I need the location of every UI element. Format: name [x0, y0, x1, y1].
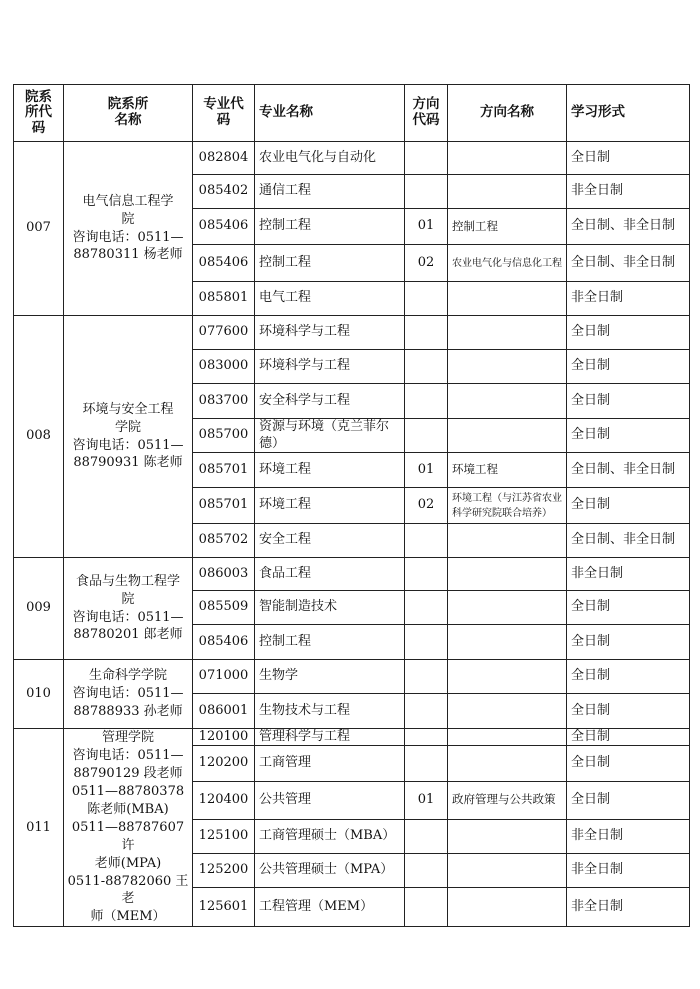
direction-code — [405, 853, 448, 887]
major-name: 智能制造技术 — [255, 591, 405, 625]
study-mode: 全日制 — [567, 729, 690, 746]
dept-code: 007 — [14, 142, 64, 316]
header-major-name: 专业名称 — [255, 85, 405, 142]
major-name: 通信工程 — [255, 175, 405, 209]
direction-name — [448, 316, 567, 350]
dept-name-line: 环境与安全工程 — [82, 401, 174, 417]
direction-code — [405, 558, 448, 591]
major-name: 公共管理 — [255, 781, 405, 819]
direction-code — [405, 625, 448, 660]
study-mode: 全日制、非全日制 — [567, 209, 690, 245]
dept-name-line: 学院 — [114, 419, 141, 435]
dept-name-line: 0511-88782060 王老 — [67, 873, 189, 907]
study-mode: 全日制 — [567, 316, 690, 350]
major-name: 生物学 — [255, 660, 405, 694]
direction-code — [405, 316, 448, 350]
dept-name-line: 电气信息工程学 — [82, 193, 174, 209]
major-name: 公共管理硕士（MPA） — [255, 853, 405, 887]
major-code: 085509 — [193, 591, 255, 625]
major-code: 085406 — [193, 245, 255, 282]
dept-name — [64, 729, 193, 927]
major-name: 电气工程 — [255, 282, 405, 316]
direction-code: 01 — [405, 209, 448, 245]
direction-name — [448, 888, 567, 927]
major-code: 085701 — [193, 488, 255, 524]
major-code: 120200 — [193, 746, 255, 781]
major-code: 082804 — [193, 142, 255, 175]
direction-code — [405, 142, 448, 175]
study-mode: 全日制 — [567, 384, 690, 419]
direction-code: 01 — [405, 781, 448, 819]
study-mode: 全日制 — [567, 488, 690, 524]
major-name: 环境科学与工程 — [255, 316, 405, 350]
dept-name-line: 咨询电话：0511— — [72, 437, 184, 453]
direction-name — [448, 591, 567, 625]
dept-name — [64, 316, 193, 558]
direction-name — [448, 660, 567, 694]
major-name: 工程管理（MEM） — [255, 888, 405, 927]
major-code: 085801 — [193, 282, 255, 316]
direction-code — [405, 819, 448, 853]
study-mode: 非全日制 — [567, 558, 690, 591]
direction-name — [448, 282, 567, 316]
major-name: 安全工程 — [255, 524, 405, 558]
major-code: 120400 — [193, 781, 255, 819]
dept-code: 011 — [14, 729, 64, 927]
major-code: 085406 — [193, 625, 255, 660]
table-row — [14, 316, 690, 350]
major-name: 控制工程 — [255, 209, 405, 245]
study-mode: 非全日制 — [567, 282, 690, 316]
study-mode: 全日制 — [567, 419, 690, 453]
dept-name-line: 88780201 郎老师 — [73, 627, 183, 643]
dept-name-line: 陈老师(MBA) — [87, 801, 169, 817]
study-mode: 全日制 — [567, 781, 690, 819]
major-code: 125601 — [193, 888, 255, 927]
direction-code — [405, 524, 448, 558]
direction-name — [448, 350, 567, 384]
study-mode: 全日制 — [567, 142, 690, 175]
major-name: 工商管理硕士（MBA） — [255, 819, 405, 853]
major-name: 生物技术与工程 — [255, 694, 405, 729]
direction-name — [448, 384, 567, 419]
direction-name — [448, 694, 567, 729]
study-mode: 全日制、非全日制 — [567, 524, 690, 558]
direction-name: 环境工程 — [448, 453, 567, 488]
direction-name — [448, 558, 567, 591]
study-mode: 非全日制 — [567, 819, 690, 853]
dept-name-line: 咨询电话：0511— — [72, 229, 184, 245]
major-code: 125200 — [193, 853, 255, 887]
direction-code — [405, 660, 448, 694]
direction-code — [405, 384, 448, 419]
direction-name: 农业电气化与信息化工程 — [448, 245, 567, 282]
major-name: 控制工程 — [255, 625, 405, 660]
header-dept-name: 院系所 名称 — [64, 85, 193, 142]
dept-code: 009 — [14, 558, 64, 660]
major-code: 085702 — [193, 524, 255, 558]
table-row — [14, 729, 690, 746]
dept-name-line: 0511—88787607 许 — [71, 819, 185, 853]
direction-name — [448, 524, 567, 558]
table-row — [14, 142, 690, 175]
direction-name — [448, 729, 567, 746]
major-code: 083700 — [193, 384, 255, 419]
major-name: 资源与环境（克兰菲尔德） — [255, 419, 405, 453]
dept-name — [64, 558, 193, 660]
dept-name-line: 88780311 杨老师 — [73, 247, 183, 263]
dept-name-line: 咨询电话：0511— — [72, 686, 184, 702]
table-body — [14, 142, 690, 927]
dept-name-line: 88790931 陈老师 — [73, 455, 183, 471]
dept-name-line: 生命科学学院 — [88, 668, 167, 684]
study-mode: 全日制 — [567, 350, 690, 384]
dept-name-line: 88790129 段老师 — [73, 765, 183, 781]
major-code: 125100 — [193, 819, 255, 853]
direction-name — [448, 175, 567, 209]
major-name: 环境科学与工程 — [255, 350, 405, 384]
major-code: 077600 — [193, 316, 255, 350]
direction-code — [405, 282, 448, 316]
major-code: 086003 — [193, 558, 255, 591]
table-row — [14, 660, 690, 694]
major-name: 安全科学与工程 — [255, 384, 405, 419]
header-study-mode: 学习形式 — [567, 85, 690, 142]
major-code: 085406 — [193, 209, 255, 245]
header-dept-code: 院系 所代 码 — [14, 85, 64, 142]
direction-name: 控制工程 — [448, 209, 567, 245]
header-dir-code: 方向 代码 — [405, 85, 448, 142]
dept-name-line: 院 — [121, 211, 135, 227]
study-mode: 全日制 — [567, 694, 690, 729]
major-code: 086001 — [193, 694, 255, 729]
table-row — [14, 558, 690, 591]
major-code: 071000 — [193, 660, 255, 694]
direction-code — [405, 175, 448, 209]
major-code: 120100 — [193, 729, 255, 746]
dept-name-line: 88788933 孙老师 — [73, 703, 183, 719]
direction-code — [405, 729, 448, 746]
study-mode: 非全日制 — [567, 175, 690, 209]
major-name: 环境工程 — [255, 488, 405, 524]
dept-name-line: 0511—88780378 — [71, 783, 185, 799]
study-mode: 全日制、非全日制 — [567, 453, 690, 488]
header-major-code: 专业代 码 — [193, 85, 255, 142]
direction-code: 02 — [405, 245, 448, 282]
direction-name — [448, 419, 567, 453]
dept-name-line: 老师(MPA) — [94, 855, 162, 871]
direction-code — [405, 591, 448, 625]
header-row — [14, 85, 690, 142]
dept-name-line: 咨询电话：0511— — [72, 747, 184, 763]
dept-name-line: 院 — [121, 591, 135, 607]
major-name: 工商管理 — [255, 746, 405, 781]
direction-code — [405, 350, 448, 384]
major-code: 083000 — [193, 350, 255, 384]
direction-code — [405, 694, 448, 729]
dept-code: 010 — [14, 660, 64, 729]
major-name: 食品工程 — [255, 558, 405, 591]
direction-code — [405, 419, 448, 453]
major-name: 环境工程 — [255, 453, 405, 488]
direction-name — [448, 625, 567, 660]
study-mode: 全日制 — [567, 625, 690, 660]
study-mode: 全日制 — [567, 746, 690, 781]
dept-name-line: 管理学院 — [101, 730, 154, 745]
header-dir-name: 方向名称 — [448, 85, 567, 142]
program-table — [13, 84, 690, 927]
direction-code — [405, 888, 448, 927]
direction-code — [405, 746, 448, 781]
study-mode: 全日制、非全日制 — [567, 245, 690, 282]
study-mode: 全日制 — [567, 591, 690, 625]
major-code: 085700 — [193, 419, 255, 453]
direction-name: 政府管理与公共政策 — [448, 781, 567, 819]
major-code: 085701 — [193, 453, 255, 488]
study-mode: 非全日制 — [567, 888, 690, 927]
major-code: 085402 — [193, 175, 255, 209]
direction-name: 环境工程（与江苏省农业科学研究院联合培养） — [448, 488, 567, 524]
direction-code: 01 — [405, 453, 448, 488]
major-name: 控制工程 — [255, 245, 405, 282]
dept-name-line: 食品与生物工程学 — [75, 573, 180, 589]
direction-code: 02 — [405, 488, 448, 524]
major-name: 农业电气化与自动化 — [255, 142, 405, 175]
direction-name — [448, 746, 567, 781]
dept-name-line: 师（MEM） — [90, 909, 166, 925]
direction-name — [448, 142, 567, 175]
dept-name — [64, 660, 193, 729]
direction-name — [448, 853, 567, 887]
direction-name — [448, 819, 567, 853]
study-mode: 全日制 — [567, 660, 690, 694]
dept-name — [64, 142, 193, 316]
study-mode: 非全日制 — [567, 853, 690, 887]
dept-name-line: 咨询电话：0511— — [72, 609, 184, 625]
major-name: 管理科学与工程 — [255, 729, 405, 746]
dept-code: 008 — [14, 316, 64, 558]
